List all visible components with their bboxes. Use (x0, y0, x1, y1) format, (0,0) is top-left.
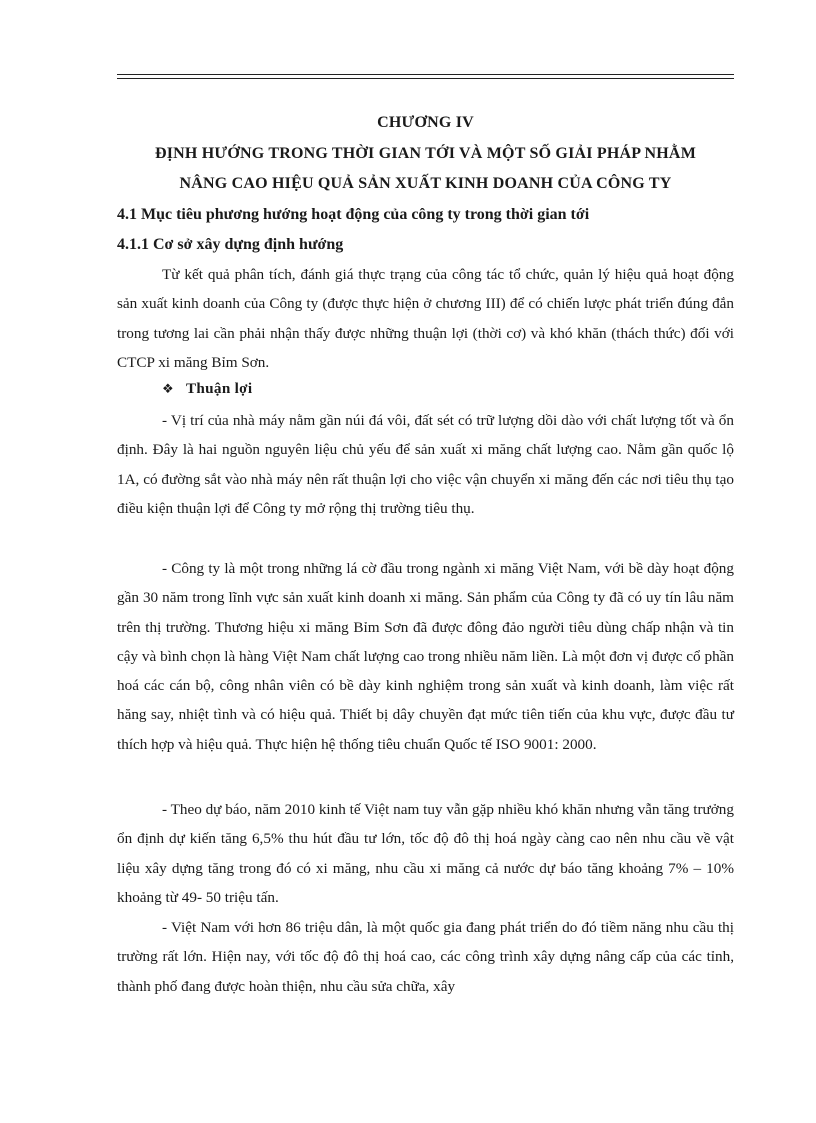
paragraph-company-reputation: - Công ty là một trong những lá cờ đầu trong ngành xi măng Việt Nam, với bề dày hoạt động gần 30 năm trong lĩnh vực sản xuất kinh doanh xi măng. Sản phẩm của Công ty đã có uy tín lâu năm trên thị trường. Thương hiệu xi măng Bỉm Sơn đã được đông đảo người tiêu dùng chấp nhận và tin cậy và bình chọn là hàng Việt Nam chất lượng cao trong nhiều năm liền. Là một đơn vị được cổ phần hoá các cán bộ, công nhân viên có bề dày kinh nghiệm trong sản xuất và kinh doanh, làm việc rất hăng say, nhiệt tình và có hiệu quả. Thiết bị dây chuyền đạt mức tiên tiến của khu vực, được đầu tư thích hợp và hiệu quả. Thực hiện hệ thống tiêu chuẩn Quốc tế ISO 9001: 2000. (117, 560, 734, 753)
bullet-label: Thuận lợi (186, 380, 253, 397)
section-heading-4-1-1: 4.1.1 Cơ sở xây dựng định hướng (117, 236, 344, 253)
paragraph-location: - Vị trí của nhà máy nằm gần núi đá vôi, đất sét có trữ lượng dồi dào với chất lượng tốt và ổn định. Đây là hai nguồn nguyên liệu chủ yếu để sản xuất xi măng chất lượng cao. Nằm gần quốc lộ 1A, có đường sắt vào nhà máy nên rất thuận lợi cho việc vận chuyển xi măng đến các nơi tiêu thụ tạo điều kiện thuận lợi để Công ty mở rộng thị trường tiêu thụ. (117, 412, 734, 517)
chapter-title-line-1: ĐỊNH HƯỚNG TRONG THỜI GIAN TỚI VÀ MỘT SỐ GIẢI PHÁP NHẰM (155, 145, 696, 162)
bullet-item-advantages (162, 380, 252, 398)
section-heading-4-1: 4.1 Mục tiêu phương hướng hoạt động của công ty trong thời gian tới (117, 206, 590, 223)
chapter-title-line-2: NÂNG CAO HIỆU QUẢ SẢN XUẤT KINH DOANH CỦA CÔNG TY (179, 175, 672, 192)
chapter-heading: CHƯƠNG IV (377, 114, 474, 131)
header-rule-top (117, 74, 734, 75)
paragraph-forecast: - Theo dự báo, năm 2010 kinh tế Việt nam tuy vẫn gặp nhiều khó khăn nhưng vẫn tăng trưởng ổn định dự kiến tăng 6,5% thu hút đầu tư lớn, tốc độ đô thị hoá ngày càng cao nên nhu cầu về vật liệu xây dựng tăng trong đó có xi măng, nhu cầu xi măng cả nước dự báo tăng khoảng 7% – 10% khoảng từ 49- 50 triệu tấn. (117, 801, 734, 906)
diamond-bullet-icon: ❖ (162, 381, 174, 396)
intro-paragraph: Từ kết quả phân tích, đánh giá thực trạng của công tác tổ chức, quản lý hiệu quả hoạt động sản xuất kinh doanh của Công ty (được thực hiện ở chương III) để có chiến lược phát triển đúng đắn trong tương lai cần phải nhận thấy được những thuận lợi (thời cơ) và khó khăn (thách thức) đối với CTCP xi măng Bỉm Sơn. (117, 266, 734, 371)
paragraph-market-potential: - Việt Nam với hơn 86 triệu dân, là một quốc gia đang phát triển do đó tiềm năng nhu cầu thị trường rất lớn. Hiện nay, với tốc độ đô thị hoá cao, các công trình xây dựng nâng cấp của các tỉnh, thành phố đang được hoàn thiện, nhu cầu sửa chữa, xây (117, 919, 734, 995)
header-rule-bottom (117, 78, 734, 79)
